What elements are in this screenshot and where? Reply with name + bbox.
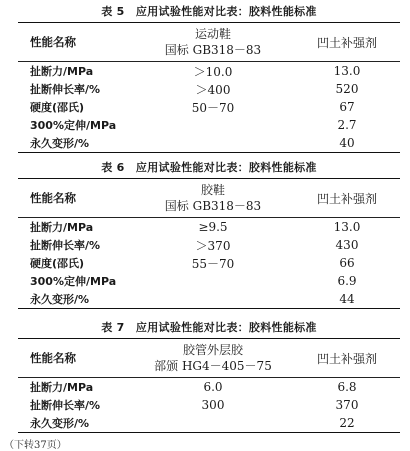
table-5 — [18, 2, 400, 153]
row-label: 永久变形/% — [30, 137, 90, 150]
row-label: 300%定伸/MPa — [30, 275, 117, 288]
row-agent: 6.9 — [337, 274, 357, 288]
header-agent: 凹土补强剂 — [316, 35, 377, 50]
table-row — [18, 218, 400, 236]
table-row — [18, 98, 400, 116]
header-standard-line1: 运动鞋 — [194, 27, 231, 41]
bottom-rule — [18, 432, 400, 433]
header-standard-line1: 胶管外层胶 — [182, 343, 243, 357]
row-agent: 40 — [339, 136, 355, 150]
row-agent: 66 — [339, 256, 355, 270]
row-label: 扯断力/MPa — [30, 221, 94, 234]
row-label: 硬度(邵氏) — [30, 257, 85, 270]
table-row — [18, 62, 400, 80]
row-standard: ＞370 — [195, 238, 231, 253]
table-caption: 表 7 应用试验性能对比表：胶料性能标准 — [101, 321, 317, 334]
table-header — [18, 339, 400, 377]
table-row — [18, 414, 400, 432]
row-label: 扯断伸长率/% — [30, 399, 101, 412]
row-agent: 22 — [339, 416, 355, 430]
row-label: 永久变形/% — [30, 293, 90, 306]
table-header — [18, 23, 400, 61]
header-standard-line2: 国标 GB318－83 — [164, 199, 262, 213]
row-agent: 6.8 — [337, 380, 357, 394]
bottom-rule — [18, 152, 400, 153]
table-caption: 表 5 应用试验性能对比表：胶料性能标准 — [101, 5, 317, 18]
table-row — [18, 254, 400, 272]
table-7 — [18, 318, 400, 433]
row-agent: 13.0 — [333, 220, 361, 234]
row-standard: 300 — [201, 398, 225, 412]
row-label: 扯断力/MPa — [30, 381, 94, 394]
table-row — [18, 290, 400, 308]
header-property-name: 性能名称 — [30, 35, 76, 49]
header-standard — [146, 182, 280, 214]
table-row — [18, 116, 400, 134]
header-property-name: 性能名称 — [30, 351, 76, 365]
row-agent: 430 — [335, 238, 359, 252]
row-label: 扯断伸长率/% — [30, 83, 101, 96]
header-property-name: 性能名称 — [30, 191, 76, 205]
row-label: 300%定伸/MPa — [30, 119, 117, 132]
row-label: 扯断力/MPa — [30, 65, 94, 78]
bottom-rule — [18, 308, 400, 309]
continuation-footnote: （下转37页） — [4, 440, 67, 451]
row-agent: 44 — [339, 292, 355, 306]
row-standard: 50－70 — [191, 100, 235, 115]
row-standard: 55－70 — [191, 256, 235, 271]
table-row — [18, 396, 400, 414]
header-standard-line2: 部颁 HG4－405－75 — [154, 359, 272, 373]
table-row — [18, 272, 400, 290]
row-agent: 520 — [335, 82, 359, 96]
table-caption: 表 6 应用试验性能对比表：胶料性能标准 — [101, 161, 317, 174]
table-row — [18, 236, 400, 254]
table-6 — [18, 158, 400, 309]
header-standard-line2: 国标 GB318－83 — [164, 43, 262, 57]
row-standard: ≥9.5 — [198, 220, 228, 234]
table-row — [18, 80, 400, 98]
row-agent: 370 — [335, 398, 359, 412]
row-agent: 13.0 — [333, 64, 361, 78]
row-label: 扯断伸长率/% — [30, 239, 101, 252]
row-agent: 67 — [339, 100, 355, 114]
table-row — [18, 134, 400, 152]
row-label: 硬度(邵氏) — [30, 101, 85, 114]
table-row — [18, 378, 400, 396]
row-standard: ＞400 — [195, 82, 231, 97]
row-agent: 2.7 — [337, 118, 357, 132]
row-label: 永久变形/% — [30, 417, 90, 430]
header-standard — [146, 26, 280, 58]
header-standard — [146, 342, 280, 374]
header-standard-line1: 胶鞋 — [200, 183, 225, 197]
row-standard: 6.0 — [203, 380, 223, 394]
header-agent: 凹土补强剂 — [316, 191, 377, 206]
header-agent: 凹土补强剂 — [316, 351, 377, 366]
table-header — [18, 179, 400, 217]
row-standard: ＞10.0 — [193, 64, 233, 79]
